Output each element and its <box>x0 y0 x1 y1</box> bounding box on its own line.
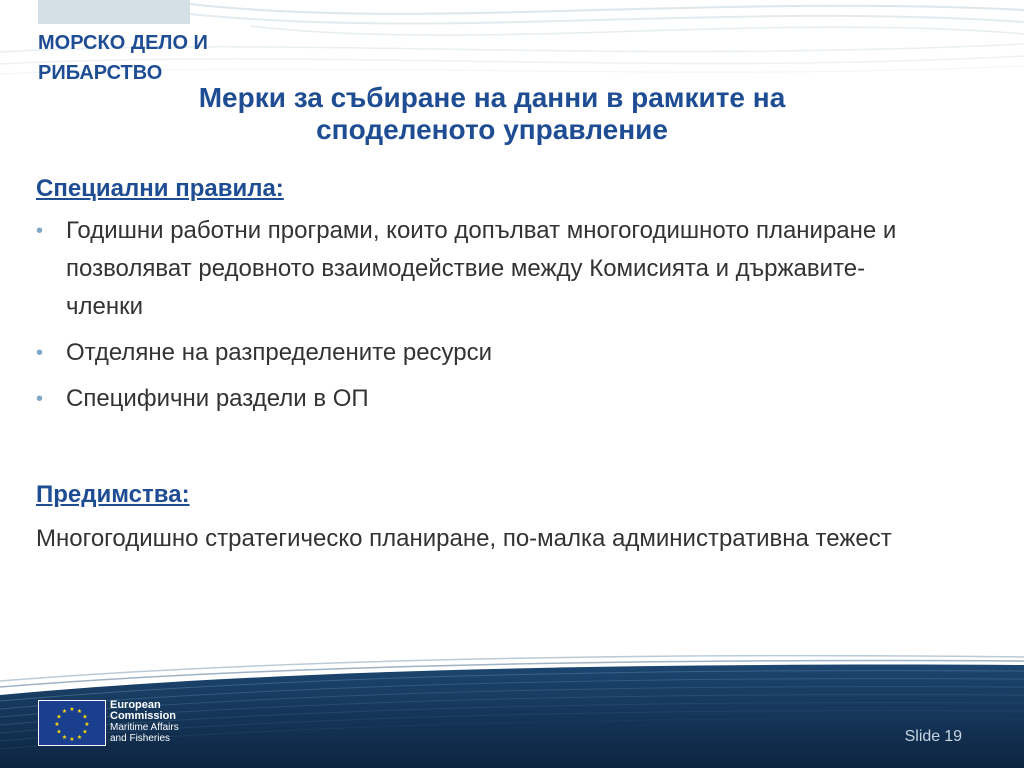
org-name <box>38 28 298 88</box>
svg-text:★: ★ <box>61 734 68 741</box>
org-name-line2: РИБАРСТВО <box>38 62 163 84</box>
special-rules-list <box>36 212 936 418</box>
slide-title-line2: споделеното управление <box>316 114 668 145</box>
advantages-text: Многогодишно стратегическо планиране, по-малка административна тежест <box>36 525 892 552</box>
slide-label: Slide <box>904 728 941 745</box>
svg-text:★: ★ <box>84 721 90 728</box>
slide-number <box>905 728 966 746</box>
list-item <box>36 334 936 372</box>
logo-text-line2: Commission <box>110 710 177 722</box>
bullet-icon: • <box>36 342 44 364</box>
logo-text-line4: and Fisheries <box>110 733 171 744</box>
eu-flag-icon <box>38 700 106 746</box>
top-tab-decoration <box>38 0 190 24</box>
slide-number-value: 19 <box>944 728 962 745</box>
svg-text:★: ★ <box>56 728 62 736</box>
svg-text:★: ★ <box>82 713 88 721</box>
slide-title-line1: Мерки за събиране на данни в рамките на <box>198 82 786 113</box>
org-name-line1: МОРСКО ДЕЛО И <box>38 32 208 54</box>
svg-text:★: ★ <box>69 706 75 713</box>
svg-text:★: ★ <box>82 728 88 736</box>
list-item-text: Годишни работни програми, които допълват многогодишното планиране и позволяват редовното взаимодействие между Комисията и държавите-членки <box>66 217 897 320</box>
logo-text-line3: Maritime Affairs <box>110 722 179 733</box>
list-item <box>36 380 936 418</box>
logo-text-line1: European <box>110 699 161 711</box>
bullet-icon: • <box>36 220 44 242</box>
list-item-text: Специфични раздели в ОП <box>66 385 369 412</box>
svg-text:★: ★ <box>69 736 75 743</box>
logo-text <box>110 700 179 744</box>
svg-text:★: ★ <box>76 734 83 741</box>
bullet-icon: • <box>36 388 44 410</box>
svg-text:★: ★ <box>61 708 68 715</box>
svg-text:★: ★ <box>76 708 83 715</box>
european-commission-logo <box>38 700 188 748</box>
special-rules-heading: Специални правила: <box>36 175 284 202</box>
svg-text:★: ★ <box>54 721 60 728</box>
advantages-heading: Предимства: <box>36 481 190 508</box>
svg-text:★: ★ <box>56 713 62 721</box>
list-item <box>36 212 936 326</box>
slide-title <box>130 82 854 146</box>
slide-content <box>36 170 936 558</box>
list-item-text: Отделяне на разпределените ресурси <box>66 339 493 366</box>
